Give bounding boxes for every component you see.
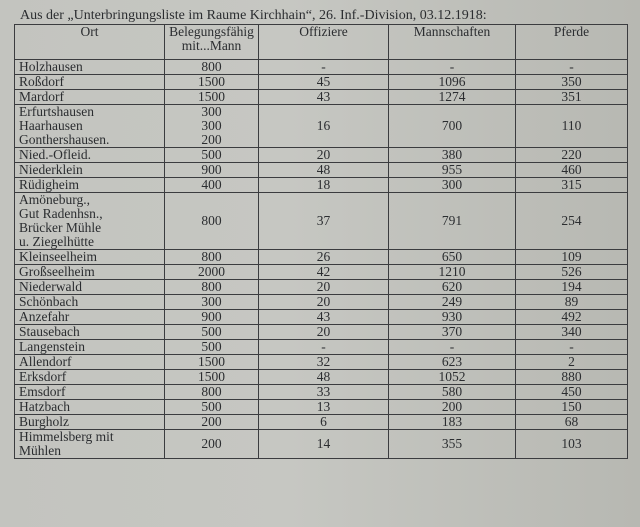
cell-mannschaften: 791 — [389, 193, 516, 250]
cell-ort — [15, 370, 165, 385]
cell-mannschaften: 623 — [389, 355, 516, 370]
cell-belegung — [165, 355, 259, 370]
ort-line: Amöneburg., — [19, 192, 90, 207]
ort-line: Stausebach — [19, 324, 80, 339]
cell-mannschaften: - — [389, 340, 516, 355]
cell-pferde: 350 — [516, 75, 628, 90]
cell-belegung — [165, 250, 259, 265]
cell-pferde: 450 — [516, 385, 628, 400]
belegung-line: 900 — [201, 162, 222, 177]
belegung-line: 500 — [201, 339, 222, 354]
cell-belegung — [165, 400, 259, 415]
cell-belegung — [165, 60, 259, 75]
document-caption: Aus der „Unterbringungsliste im Raume Kirchhain“, 26. Inf.-Division, 03.12.1918: — [20, 8, 487, 23]
cell-offiziere: 20 — [259, 295, 389, 310]
ort-line: Gut Radenhsn., — [19, 206, 103, 221]
cell-mannschaften: 1096 — [389, 75, 516, 90]
cell-belegung — [165, 105, 259, 148]
cell-offiziere: 43 — [259, 310, 389, 325]
cell-offiziere: 45 — [259, 75, 389, 90]
ort-line: Niederwald — [19, 279, 82, 294]
cell-pferde: 254 — [516, 193, 628, 250]
belegung-line: 500 — [201, 147, 222, 162]
belegung-line: 300 — [201, 104, 222, 119]
table-row — [15, 385, 628, 400]
cell-pferde: 110 — [516, 105, 628, 148]
cell-mannschaften: 1274 — [389, 90, 516, 105]
header-offiziere: Offiziere — [259, 25, 389, 60]
ort-line: Großseelheim — [19, 264, 95, 279]
table-row — [15, 415, 628, 430]
cell-mannschaften: 955 — [389, 163, 516, 178]
cell-pferde: 150 — [516, 400, 628, 415]
cell-offiziere: 32 — [259, 355, 389, 370]
ort-line: Langenstein — [19, 339, 85, 354]
cell-belegung — [165, 148, 259, 163]
belegung-line: 800 — [201, 213, 222, 228]
cell-ort — [15, 325, 165, 340]
belegung-line: 200 — [201, 414, 222, 429]
ort-line: Nied.-Ofleid. — [19, 147, 91, 162]
cell-belegung — [165, 430, 259, 459]
table-row — [15, 163, 628, 178]
table-row — [15, 250, 628, 265]
header-ort: Ort — [15, 25, 165, 60]
cell-offiziere: 18 — [259, 178, 389, 193]
belegung-line: 200 — [201, 132, 222, 147]
cell-belegung — [165, 265, 259, 280]
belegung-line: 900 — [201, 309, 222, 324]
cell-pferde: 2 — [516, 355, 628, 370]
ort-line: Gonthershausen. — [19, 132, 110, 147]
cell-ort — [15, 163, 165, 178]
table-row — [15, 310, 628, 325]
cell-belegung — [165, 340, 259, 355]
cell-ort — [15, 148, 165, 163]
ort-line: Niederklein — [19, 162, 83, 177]
table-row — [15, 193, 628, 250]
billeting-table — [14, 24, 628, 459]
ort-line: Mühlen — [19, 443, 61, 458]
belegung-line: 1500 — [198, 89, 225, 104]
table-row — [15, 355, 628, 370]
belegung-line: 500 — [201, 324, 222, 339]
cell-ort — [15, 355, 165, 370]
table-row — [15, 60, 628, 75]
belegung-line: 400 — [201, 177, 222, 192]
cell-pferde: - — [516, 340, 628, 355]
cell-ort — [15, 415, 165, 430]
belegung-line: 500 — [201, 399, 222, 414]
cell-belegung — [165, 280, 259, 295]
cell-mannschaften: 249 — [389, 295, 516, 310]
ort-line: Hatzbach — [19, 399, 70, 414]
cell-mannschaften: - — [389, 60, 516, 75]
cell-pferde: 460 — [516, 163, 628, 178]
cell-offiziere: 37 — [259, 193, 389, 250]
cell-pferde: 340 — [516, 325, 628, 340]
table-row — [15, 178, 628, 193]
table-row — [15, 75, 628, 90]
header-pferde: Pferde — [516, 25, 628, 60]
ort-line: Allendorf — [19, 354, 72, 369]
header-mannschaften: Mannschaften — [389, 25, 516, 60]
table-row — [15, 370, 628, 385]
table-row — [15, 265, 628, 280]
cell-mannschaften: 200 — [389, 400, 516, 415]
cell-belegung — [165, 193, 259, 250]
cell-belegung — [165, 415, 259, 430]
cell-ort — [15, 280, 165, 295]
cell-belegung — [165, 163, 259, 178]
cell-ort — [15, 295, 165, 310]
belegung-line: 1500 — [198, 74, 225, 89]
cell-offiziere: 33 — [259, 385, 389, 400]
belegung-line: 800 — [201, 249, 222, 264]
cell-mannschaften: 370 — [389, 325, 516, 340]
cell-ort — [15, 430, 165, 459]
cell-ort — [15, 250, 165, 265]
cell-mannschaften: 355 — [389, 430, 516, 459]
cell-offiziere: 26 — [259, 250, 389, 265]
ort-line: Kleinseelheim — [19, 249, 97, 264]
ort-line: u. Ziegelhütte — [19, 234, 94, 249]
belegung-line: 2000 — [198, 264, 225, 279]
cell-belegung — [165, 178, 259, 193]
ort-line: Anzefahr — [19, 309, 70, 324]
cell-ort — [15, 178, 165, 193]
ort-line: Emsdorf — [19, 384, 66, 399]
cell-offiziere: - — [259, 60, 389, 75]
cell-offiziere: 20 — [259, 280, 389, 295]
cell-ort — [15, 105, 165, 148]
cell-offiziere: 6 — [259, 415, 389, 430]
ort-line: Haarhausen — [19, 118, 83, 133]
cell-pferde: 68 — [516, 415, 628, 430]
table-row — [15, 340, 628, 355]
ort-line: Brücker Mühle — [19, 220, 102, 235]
ort-line: Erfurtshausen — [19, 104, 94, 119]
table-row — [15, 90, 628, 105]
cell-mannschaften: 300 — [389, 178, 516, 193]
ort-line: Himmelsberg mit — [19, 429, 114, 444]
cell-ort — [15, 400, 165, 415]
header-row — [15, 25, 628, 60]
cell-offiziere: 48 — [259, 370, 389, 385]
cell-pferde: - — [516, 60, 628, 75]
cell-pferde: 526 — [516, 265, 628, 280]
cell-ort — [15, 193, 165, 250]
cell-offiziere: 42 — [259, 265, 389, 280]
table-row — [15, 400, 628, 415]
cell-offiziere: 16 — [259, 105, 389, 148]
ort-line: Burgholz — [19, 414, 69, 429]
belegung-line: 1500 — [198, 369, 225, 384]
table-row — [15, 105, 628, 148]
cell-pferde: 492 — [516, 310, 628, 325]
table-body — [15, 60, 628, 459]
ort-line: Mardorf — [19, 89, 64, 104]
cell-pferde: 103 — [516, 430, 628, 459]
cell-mannschaften: 1210 — [389, 265, 516, 280]
cell-pferde: 194 — [516, 280, 628, 295]
cell-pferde: 220 — [516, 148, 628, 163]
cell-belegung — [165, 310, 259, 325]
cell-offiziere: 43 — [259, 90, 389, 105]
cell-offiziere: 20 — [259, 148, 389, 163]
belegung-line: 300 — [201, 118, 222, 133]
belegung-line: 800 — [201, 384, 222, 399]
table-row — [15, 280, 628, 295]
table-row — [15, 295, 628, 310]
ort-line: Holzhausen — [19, 59, 83, 74]
cell-pferde: 89 — [516, 295, 628, 310]
ort-line: Schönbach — [19, 294, 79, 309]
cell-mannschaften: 620 — [389, 280, 516, 295]
cell-ort — [15, 90, 165, 105]
cell-ort — [15, 265, 165, 280]
cell-offiziere: 14 — [259, 430, 389, 459]
cell-belegung — [165, 295, 259, 310]
table-row — [15, 325, 628, 340]
table-row — [15, 430, 628, 459]
ort-line: Erksdorf — [19, 369, 67, 384]
cell-pferde: 351 — [516, 90, 628, 105]
belegung-line: 1500 — [198, 354, 225, 369]
cell-mannschaften: 183 — [389, 415, 516, 430]
cell-ort — [15, 75, 165, 90]
cell-ort — [15, 310, 165, 325]
cell-offiziere: 48 — [259, 163, 389, 178]
cell-belegung — [165, 75, 259, 90]
cell-belegung — [165, 385, 259, 400]
cell-pferde: 315 — [516, 178, 628, 193]
belegung-line: 200 — [201, 436, 222, 451]
cell-ort — [15, 60, 165, 75]
cell-ort — [15, 385, 165, 400]
cell-offiziere: - — [259, 340, 389, 355]
header-belegung: Belegungsfähig mit...Mann — [165, 25, 259, 60]
cell-ort — [15, 340, 165, 355]
cell-belegung — [165, 325, 259, 340]
cell-mannschaften: 380 — [389, 148, 516, 163]
cell-mannschaften: 650 — [389, 250, 516, 265]
cell-mannschaften: 930 — [389, 310, 516, 325]
cell-mannschaften: 1052 — [389, 370, 516, 385]
table-row — [15, 148, 628, 163]
cell-mannschaften: 700 — [389, 105, 516, 148]
cell-belegung — [165, 370, 259, 385]
cell-pferde: 109 — [516, 250, 628, 265]
ort-line: Roßdorf — [19, 74, 64, 89]
cell-belegung — [165, 90, 259, 105]
cell-mannschaften: 580 — [389, 385, 516, 400]
belegung-line: 300 — [201, 294, 222, 309]
cell-offiziere: 20 — [259, 325, 389, 340]
ort-line: Rüdigheim — [19, 177, 79, 192]
belegung-line: 800 — [201, 59, 222, 74]
belegung-line: 800 — [201, 279, 222, 294]
cell-pferde: 880 — [516, 370, 628, 385]
cell-offiziere: 13 — [259, 400, 389, 415]
